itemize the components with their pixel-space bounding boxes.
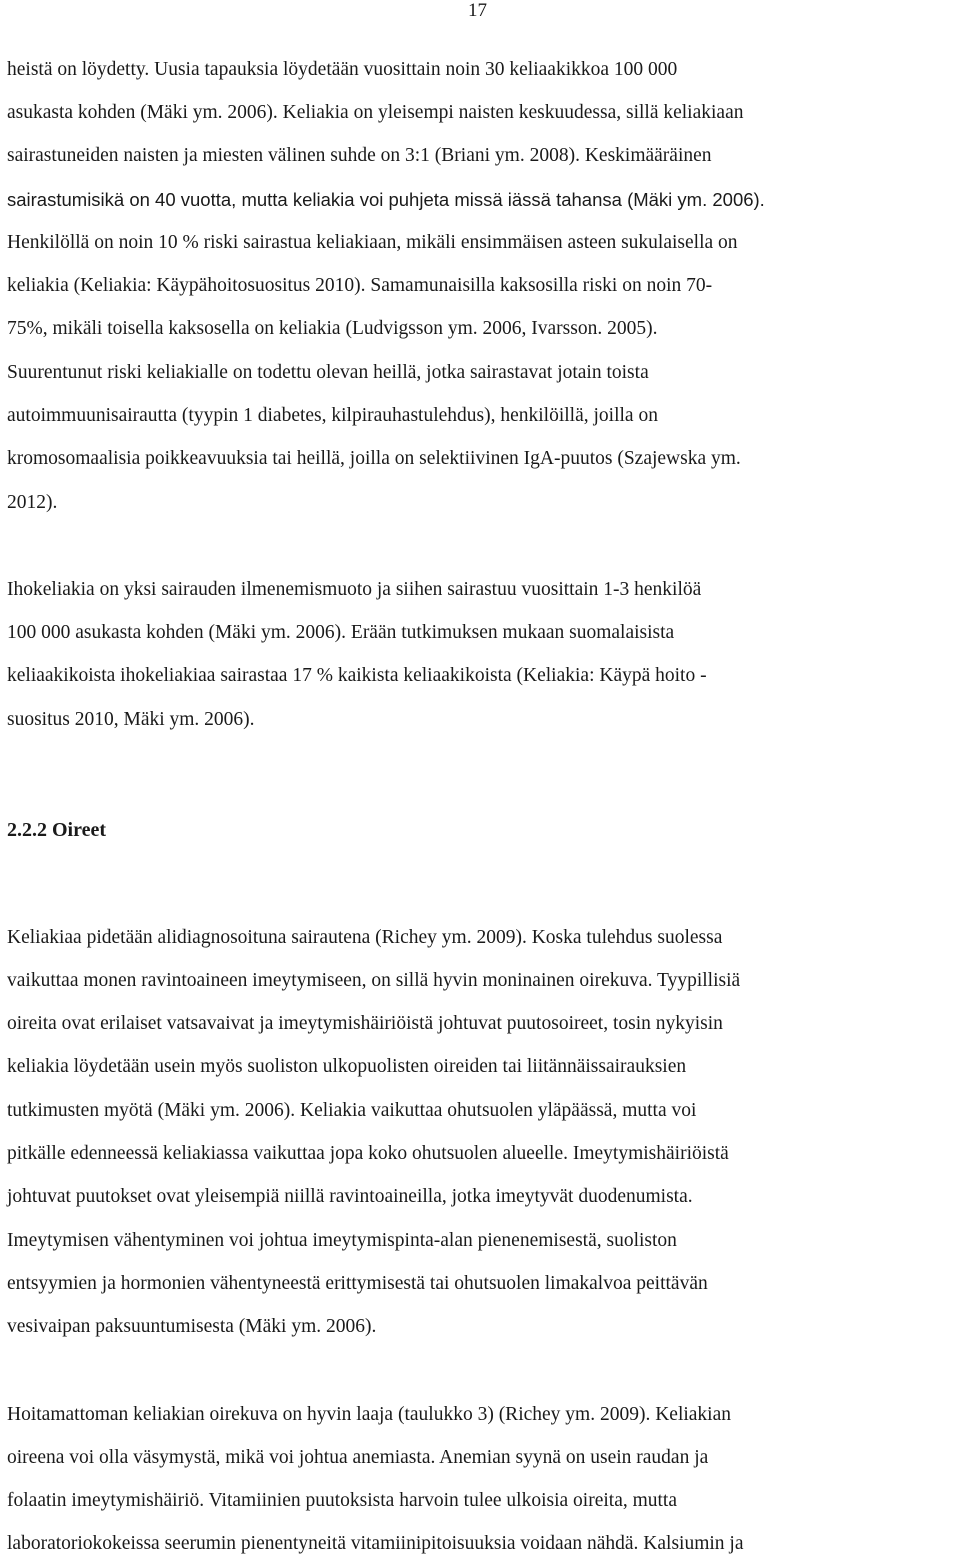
text-line: keliakia (Keliakia: Käypähoitosuositus 2010). Samamunaisilla kaksosilla riski on noin 70- — [7, 275, 713, 296]
text-line: Henkilöllä on noin 10 % riski sairastua keliakiaan, mikäli ensimmäisen asteen sukulaisella on — [7, 232, 738, 253]
page-number: 17 — [468, 0, 487, 21]
text-line: Hoitamattoman keliakian oirekuva on hyvin laaja (taulukko 3) (Richey ym. 2009). Keliakian — [7, 1404, 732, 1425]
text-line: 75%, mikäli toisella kaksosella on keliakia (Ludvigsson ym. 2006, Ivarsson. 2005). — [7, 318, 658, 339]
text-line: kromosomaalisia poikkeavuuksia tai heillä, joilla on selektiivinen IgA-puutos (Szajewska ym. — [7, 448, 741, 469]
text-line: keliakia löydetään usein myös suoliston ulkopuolisten oireiden tai liitännäissairauksien — [7, 1056, 687, 1077]
text-line: Suurentunut riski keliakialle on todettu olevan heillä, jotka sairastavat jotain toista — [7, 362, 649, 383]
text-line: oireita ovat erilaiset vatsavaivat ja imeytymishäiriöistä johtuvat puutosoireet, tosin nykyisin — [7, 1013, 723, 1034]
text-line: tutkimusten myötä (Mäki ym. 2006). Keliakia vaikuttaa ohutsuolen yläpäässä, mutta voi — [7, 1100, 697, 1121]
text-line: vaikuttaa monen ravintoaineen imeytymiseen, on sillä hyvin moninainen oirekuva. Tyypillisiä — [7, 970, 741, 991]
text-line: oireena voi olla väsymystä, mikä voi johtua anemiasta. Anemian syynä on usein raudan ja — [7, 1447, 709, 1468]
text-line: asukasta kohden (Mäki ym. 2006). Keliakia on yleisempi naisten keskuudessa, sillä keliakiaan — [7, 102, 744, 123]
text-line: heistä on löydetty. Uusia tapauksia löydetään vuosittain noin 30 keliaakikkoa 100 000 — [7, 59, 678, 80]
text-line: Imeytymisen vähentyminen voi johtua imeytymispinta-alan pienenemisestä, suoliston — [7, 1230, 677, 1251]
text-line: 2012). — [7, 492, 58, 513]
text-line: laboratoriokokeissa seerumin pienentyneitä vitamiinipitoisuuksia voidaan nähdä. Kalsiumin ja — [7, 1533, 744, 1554]
text-line: keliaakikoista ihokeliakiaa sairastaa 17 % kaikista keliaakikoista (Keliakia: Käypä hoito - — [7, 665, 707, 686]
text-line: Ihokeliakia on yksi sairauden ilmenemismuoto ja siihen sairastuu vuosittain 1-3 henkilöä — [7, 579, 702, 600]
text-line: folaatin imeytymishäiriö. Vitamiinien puutoksista harvoin tulee ulkoisia oireita, mutta — [7, 1490, 678, 1511]
text-line: Keliakiaa pidetään alidiagnosoituna sairautena (Richey ym. 2009). Koska tulehdus suolessa — [7, 927, 723, 948]
text-line: vesivaipan paksuuntumisesta (Mäki ym. 2006). — [7, 1316, 377, 1337]
text-line: autoimmuunisairautta (tyypin 1 diabetes, kilpirauhastulehdus), henkilöillä, joilla on — [7, 405, 658, 426]
text-line: johtuvat puutokset ovat yleisempiä niillä ravintoaineilla, jotka imeytyvät duodenumista. — [7, 1186, 693, 1207]
text-line: suositus 2010, Mäki ym. 2006). — [7, 709, 255, 730]
text-line: entsyymien ja hormonien vähentyneestä erittymisestä tai ohutsuolen limakalvoa peittävän — [7, 1273, 708, 1294]
section-heading: 2.2.2 Oireet — [7, 819, 107, 841]
text-line: sairastuneiden naisten ja miesten välinen suhde on 3:1 (Briani ym. 2008). Keskimääräinen — [7, 145, 712, 166]
text-line: pitkälle edenneessä keliakiassa vaikuttaa jopa koko ohutsuolen alueelle. Imeytymishäiriöistä — [7, 1143, 729, 1164]
text-line: 100 000 asukasta kohden (Mäki ym. 2006). Erään tutkimuksen mukaan suomalaisista — [7, 622, 675, 643]
text-line: sairastumisikä on 40 vuotta, mutta keliakia voi puhjeta missä iässä tahansa (Mäki ym. 2006). — [7, 189, 765, 210]
